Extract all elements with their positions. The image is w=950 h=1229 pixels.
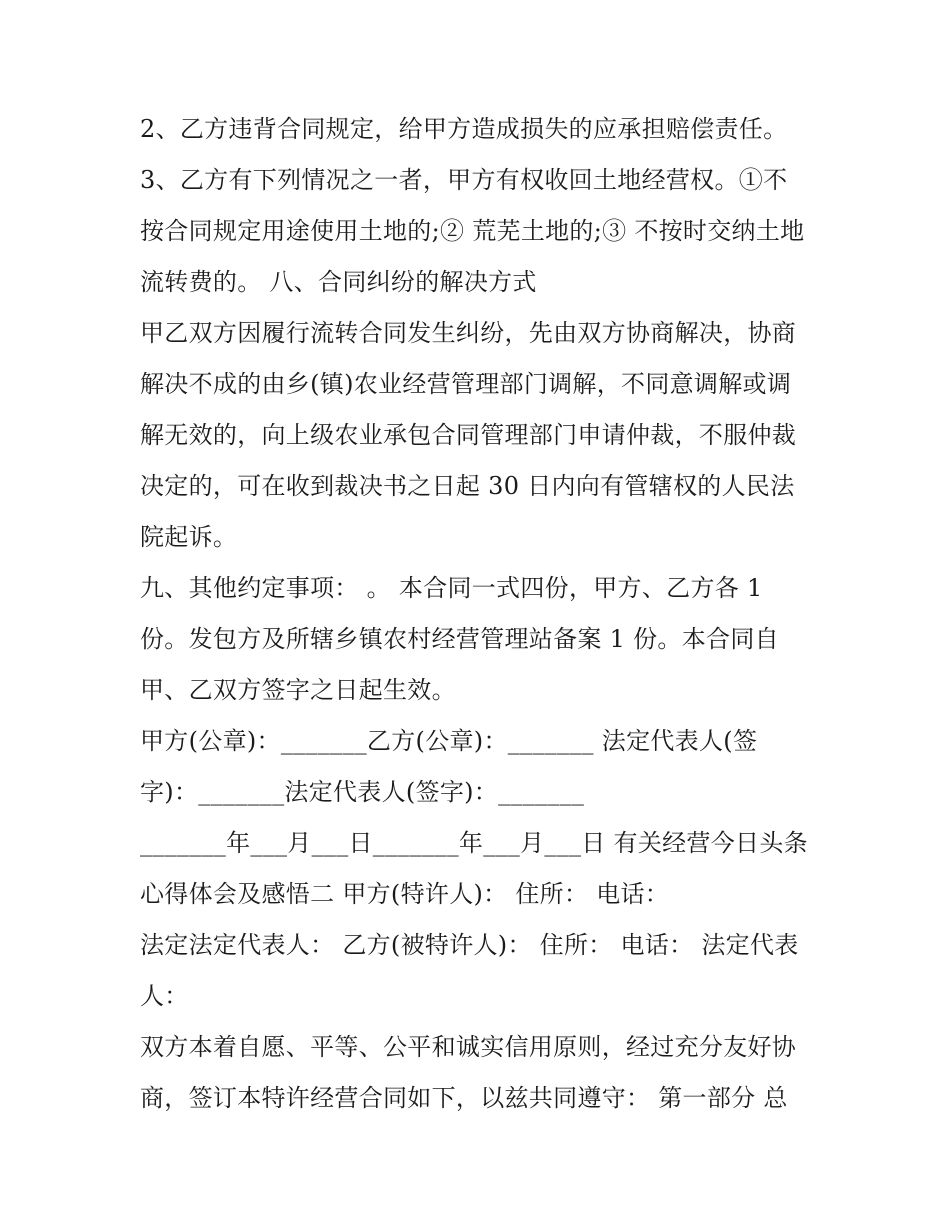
text-line: 甲、乙双方签字之日起生效。 <box>140 676 456 704</box>
text-line: 流转费的。 八、合同纠纷的解决方式 <box>140 268 537 296</box>
document-body <box>140 104 820 1124</box>
text-line: 按合同规定用途使用土地的;② 荒芜土地的;③ 不按时交纳土地 <box>140 217 805 245</box>
text-line: 双方本着自愿、平等、公平和诚实信用原则，经过充分友好协 <box>140 1033 797 1061</box>
text-line: 字)：_______法定代表人(签字)：_______ <box>140 778 585 806</box>
text-line: 决定的，可在收到裁决书之日起 30 日内向有管辖权的人民法 <box>140 472 795 500</box>
text-line: 法定法定代表人： 乙方(被特许人)： 住所： 电话： 法定代表 <box>140 931 799 959</box>
text-line: 2、乙方违背合同规定，给甲方造成损失的应承担赔偿责任。 <box>140 115 788 143</box>
text-line: 心得体会及感悟二 甲方(特许人)： 住所： 电话： <box>140 880 670 908</box>
text-line: 甲方(公章)：_______乙方(公章)：_______ 法定代表人(签 <box>140 727 758 755</box>
text-line: 院起诉。 <box>140 523 238 551</box>
text-line: _______年___月___日_______年___月___日 有关经营今日头条 <box>140 829 808 857</box>
text-line: 解决不成的由乡(镇)农业经营管理部门调解，不同意调解或调 <box>140 370 792 398</box>
text-line: 份。发包方及所辖乡镇农村经营管理站备案 1 份。本合同自 <box>140 625 779 653</box>
text-line: 甲乙双方因履行流转合同发生纠纷，先由双方协商解决，协商 <box>140 319 797 347</box>
text-line: 九、其他约定事项： 。 本合同一式四份，甲方、乙方各 1 <box>140 574 763 602</box>
text-line: 人： <box>140 982 189 1010</box>
text-line: 3、乙方有下列情况之一者，甲方有权收回土地经营权。①不 <box>140 166 788 194</box>
text-line: 商，签订本特许经营合同如下，以兹共同遵守： 第一部分 总 <box>140 1084 788 1112</box>
text-line: 解无效的，向上级农业承包合同管理部门申请仲裁，不服仲裁 <box>140 421 797 449</box>
